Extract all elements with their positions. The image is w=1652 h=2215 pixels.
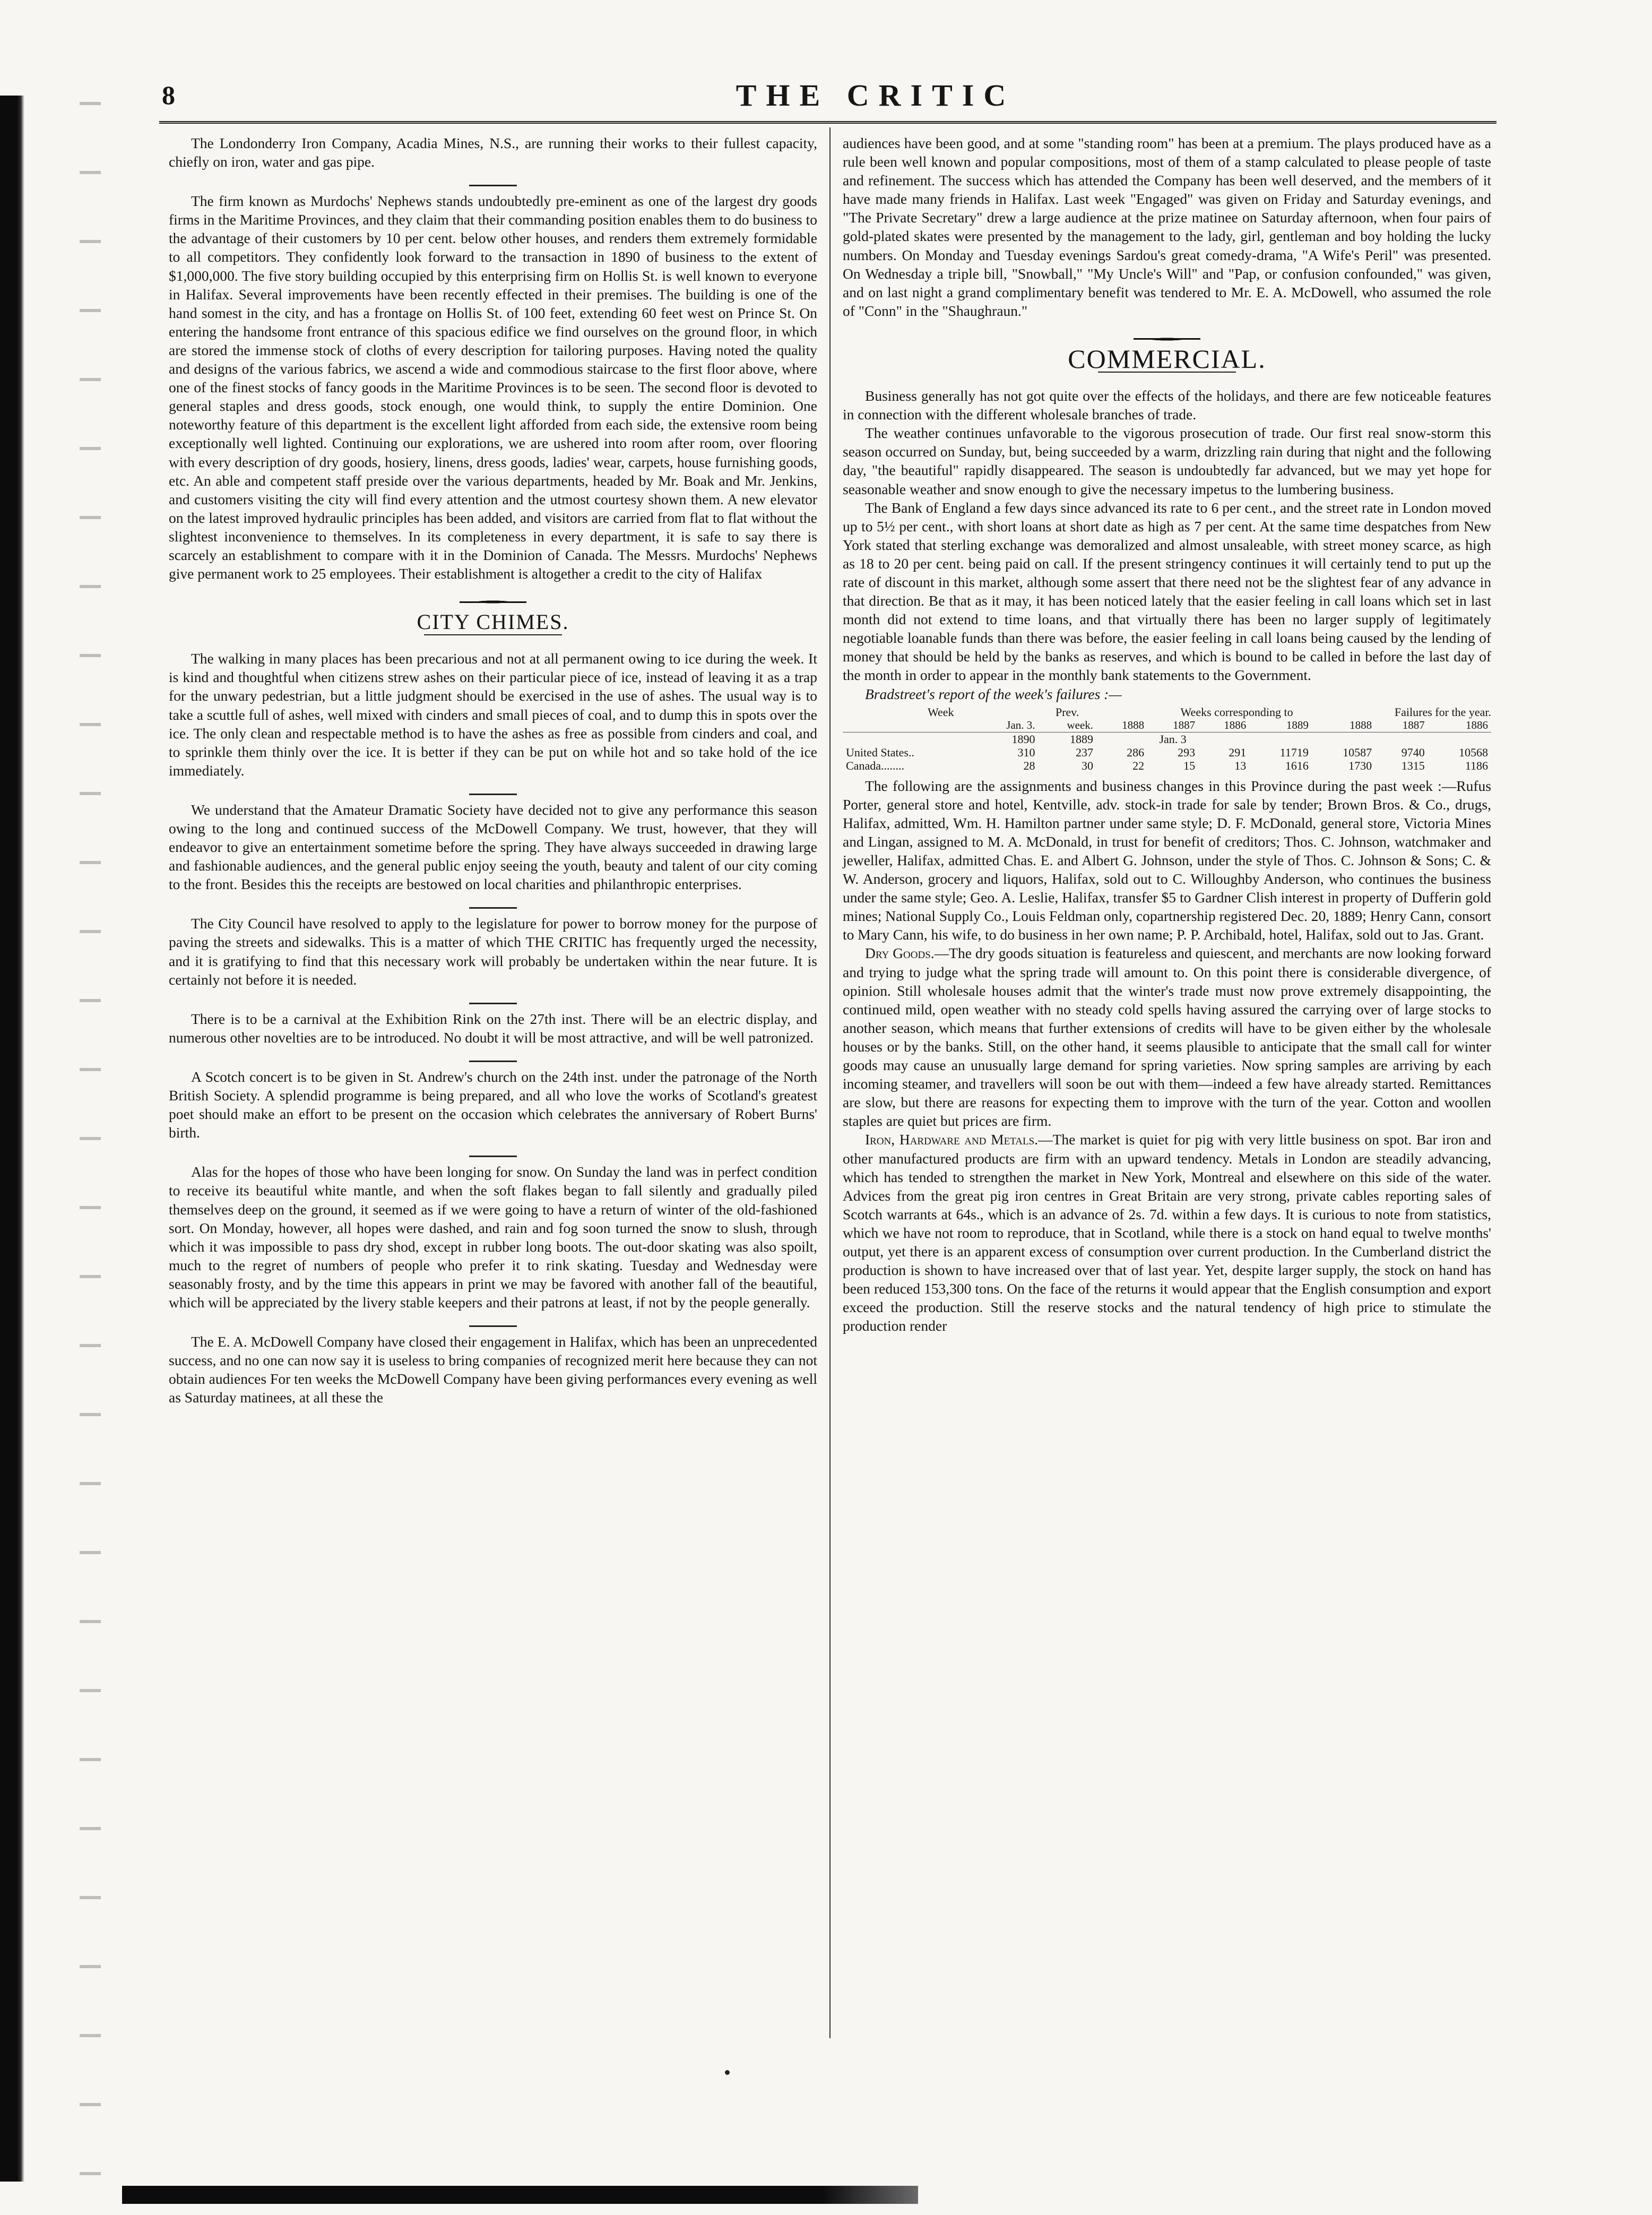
masthead-rule	[159, 121, 1497, 124]
separator-rule	[469, 1003, 517, 1004]
table-cell: 1315	[1401, 759, 1425, 772]
table-cell: 10568	[1459, 745, 1488, 759]
stray-dot	[725, 2070, 730, 2075]
commercial-iron-hardware	[843, 1130, 1491, 1335]
article-walking-ice: The walking in many places has been precarious and not at all permanent owing to ice during the week. It is kind and thoughtful when citizens strew ashes on their particular piece of ice, instead of leaving it as a trap for the unwary pedestrian, but a little judgment should be exercised in the use of ashes. The usual way is to take a scuttle full of ashes, well mixed with cinders and small pieces of coal, and to dump this in spots over the ice. The only clean and respectable method is to have the ashes as free as possible from cinders and coal, and to sprinkle them thinly over the ice. It is better if they can be put on while hot and so take hold of the ice immediately.	[169, 650, 817, 779]
bradstreet-intro	[843, 685, 1491, 703]
header-col: 1886	[1428, 719, 1491, 732]
column-divider	[829, 127, 831, 2038]
table-cell: 237	[1076, 745, 1094, 759]
table-cell: 22	[1132, 759, 1145, 772]
separator-rule	[469, 1061, 517, 1062]
section-heading-commercial: COMMERCIAL.	[1068, 343, 1266, 374]
failures-grid	[843, 719, 1491, 772]
table-cell: 30	[1082, 759, 1094, 772]
section-heading-city-chimes: CITY CHIMES.	[417, 610, 569, 634]
header-col: 1887	[1375, 719, 1428, 732]
article-londonderry: The Londonderry Iron Company, Acadia Mines, N.S., are running their works to their fullest capacity, chiefly on iron, water and gas pipe.	[169, 135, 817, 170]
scan-bottom-bar	[122, 2186, 918, 2204]
article-mcdowell-company: The E. A. McDowell Company have closed their engagement in Halifax, which has been an unprecedented success, and no one can now say it is useless to bring companies of recognized merit here because they can not obtain audiences For ten weeks the McDowell Company have been giving performances every evening as well as Saturday matinees, at all these the	[169, 1333, 817, 1406]
page-number: 8	[162, 80, 175, 110]
commercial-business: Business generally has not got quite over the effects of the holidays, and there are few noticeable features in connection with the different wholesale branches of trade.	[843, 387, 1491, 423]
group-week: Week	[928, 705, 954, 719]
bradstreet-text: Bradstreet's report of the week's failures :—	[865, 685, 1122, 702]
table-cell: 291	[1229, 745, 1247, 759]
separator-rule	[469, 1325, 517, 1327]
commercial-weather: The weather continues unfavorable to the vigorous prosecution of trade. Our first real snow-storm this season occurred on Sunday, but, being succeeded by a warm, drizzling rain during that night and the following day, "the beautiful" rapidly disappeared. The season is undoubtedly far advanced, but we may yet hope for seasonable weather and snow enough to give the necessary impetus to the lumbering business.	[843, 425, 1491, 497]
year-cell: 1889	[1070, 732, 1094, 746]
header-col: week.	[1039, 719, 1097, 732]
header-col: 1886	[1198, 719, 1249, 732]
failures-table	[843, 705, 1491, 772]
table-cell: 9740	[1401, 745, 1425, 759]
iron-text: —The market is quiet for pig with very little business on spot. Bar iron and other manufactured products are firm with an upward tendency. Metals in London are steadily advancing, which has tended to strengthen the market in New York, Montreal and elsewhere on this side of the water. Advices from the great pig iron centres in Great Britain are very strong, private cables reporting sales of Scotch warrants at 64s., which is an advance of 2s. 7d. within a few days. It is curious to note from statistics, which we have not room to reproduce, that in Scotland, while there is a stock on hand equal to twelve months' output, yet there is an apparent excess of consumption over current production. In the Cumberland district the production is shown to have increased over that of last year. Yet, despite larger supply, the stock on hand has been reduced 153,300 tons. On the face of the returns it would appear that the English consumption and export exceed the production. Still the reserve stocks and the natural tendency of high price to stimulate the production render	[843, 1131, 1491, 1334]
failures-years-row	[843, 732, 1491, 746]
right-column	[843, 134, 1491, 1335]
article-city-council: The City Council have resolved to apply to the legislature for power to borrow money for the purpose of paving the streets and sidewalks. This is a matter of which THE CRITIC has frequently urged the necessity, and it is gratifying to find that this necessary work will probably be undertaken within the near future. It is certainly not before it is needed.	[169, 915, 817, 988]
separator-rule	[469, 185, 517, 186]
table-cell: 286	[1127, 745, 1145, 759]
section-ornament	[453, 599, 533, 605]
cell-blank	[843, 732, 976, 746]
masthead-title: THE CRITIC	[736, 78, 1016, 113]
article-scotch-concert: A Scotch concert is to be given in St. Andrew's church on the 24th inst. under the patronage of the North British Society. A splendid programme is being prepared, and all who love the works of Scotland's greatest poet should make an effort to be present on the occasion which celebrates the anniversary of Robert Burns' birth.	[169, 1068, 817, 1141]
header-col: Jan. 3.	[976, 719, 1039, 732]
left-column	[169, 134, 817, 1407]
group-corresponding: Weeks corresponding to	[1180, 705, 1293, 719]
row-label: Canada........	[846, 759, 904, 772]
table-cell: 293	[1178, 745, 1196, 759]
table-cell: 1186	[1465, 759, 1488, 772]
header-blank	[843, 719, 976, 732]
table-cell: 1730	[1348, 759, 1372, 772]
article-carnival: There is to be a carnival at the Exhibition Rink on the 27th inst. There will be an electric display, and numerous other novelties are to be introduced. No doubt it will be most attractive, and will be well patronized.	[169, 1010, 817, 1046]
separator-rule	[469, 794, 517, 795]
scan-dark-edge	[0, 96, 24, 2182]
group-prev: Prev.	[1055, 705, 1079, 719]
article-snow: Alas for the hopes of those who have been longing for snow. On Sunday the land was in perfect condition to receive its beautiful white mantle, and when the soft flakes began to fall silently and gradually piled themselves deep on the ground, it seemed as if we were going to have a return of winter of the old-fashioned sort. On Monday, however, all hopes were dashed, and rain and fog soon turned the snow to slush, through which it was impossible to pass dry shod, except in rubber long boots. The out-door skating was also spoilt, much to the regret of numbers of people who prefer it to rink skating. Tuesday and Wednesday were seasonably frosty, and by the time this appears in print we may be favored with another fall of the beautiful, which will be appreciated by the livery stable keepers and their patrons at least, if not by the people generally.	[169, 1163, 817, 1311]
scan-specks	[80, 74, 101, 2192]
heading-rule	[424, 634, 562, 635]
commercial-bank-rates: The Bank of England a few days since advanced its rate to 6 per cent., and the street rate in London moved up to 5½ per cent., with short loans at short date as high as 7 per cent. At the same time despatches from New York stated that sterling exchange was demoralized and almost unsaleable, with street money scarce, as high as 18 to 20 per cent. being paid on call. If the present stringency continues it will certainly tend to put up the rate of discount in this market, although some assert that there need not be the slightest fear of any advance in that direction. Be that as it may, it has been noticed lately that the easier feeling in call loans which set in last month did not extend to time loans, and that virtually there has been no larger supply of legitimately negotiable loanable funds than there was before, the easier feeling in call loans being caused by the lending of money that should be held by the banks as reserves, and which is bound to be called in before the last day of the month in order to appear in the monthly bank statements to the Government.	[843, 499, 1491, 684]
dry-goods-lead: Dry Goods.	[865, 945, 935, 962]
article-murdochs-nephews: The firm known as Murdochs' Nephews stands undoubtedly pre-eminent as one of the largest dry goods firms in the Maritime Provinces, and they claim that their commanding position enables them to do business to the advantage of their customers by 10 per cent. below other houses, and renders them extremely formidable to all competitors. They confidently look forward to the transaction in 1890 of business to the extent of $1,000,000. The five story building occupied by this enterprising firm on Hollis St. is well known to everyone in Halifax. Several improvements have been recently effected in their premises. The building is one of the hand somest in the city, and has a frontage on Hollis St. of 100 feet, extending 60 feet west on Prince St. On entering the handsome front entrance of this spacious edifice we find ourselves on the ground floor, in which are stored the immense stock of cloths of every description for tailoring purposes. Having noted the quality and designs of the various fabrics, we ascend a wide and commodious staircase to the first floor above, where one of the finest stocks of fancy goods in the Maritime Provinces is to be seen. The second floor is devoted to general staples and dress goods, stock enough, one would think, to supply the entire Dominion. One noteworthy feature of this department is the excellent light afforded from each side, the extensive room being exceptionally well lighted. Continuing our explorations, we are ushered into room after room, over flooring with every description of dry goods, hosiery, linens, dress goods, ladies' wear, carpets, house furnishing goods, etc. An able and competent staff preside over the various departments, headed by Mr. Boak and Mr. Jenkins, and customers visiting the city will find every attention and the utmost courtesy shown them. A new elevator on the latest improved hydraulic principles has been added, and visitors are carried from flat to flat without the slightest inconvenience to themselves. In its completeness in every department, it is safe to say there is scarcely an establishment to compare with it in the Dominion of Canada. The Messrs. Murdochs' Nephews give permanent work to 25 employees. Their establishment is altogether a credit to the city of Halifax	[169, 193, 817, 582]
separator-rule	[469, 1156, 517, 1157]
header-col: 1887	[1147, 719, 1198, 732]
table-cell: 28	[1023, 759, 1035, 772]
year-cell: 1890	[1011, 732, 1035, 746]
section-ornament	[1127, 336, 1207, 342]
table-cell: 1616	[1285, 759, 1309, 772]
article-mcdowell-continued: audiences have been good, and at some "standing room" has been at a premium. The plays produced have as a rule been well known and popular compositions, most of them of a stamp calculated to please people of taste and refinement. The success which has attended the Company has been well deserved, and the members of it have made many friends in Halifax. Last week "Engaged" was given on Friday and Saturday evenings, and "The Private Secretary" drew a large audience at the prize matinee on Saturday afternoon, when four pairs of gold-plated skates were presented by the management to the lady, girl, gentleman and boy holding the lucky numbers. On Monday and Tuesday evenings Sardou's great comedy-drama, "A Wife's Peril" was presented. On Wednesday a triple bill, "Snowball," "My Uncle's Will" and "Pap, or confusion confounded," was given, and on last night a grand complimentary benefit was tendered to Mr. E. A. McDowell, who assumed the role of "Conn" in the "Shaughraun."	[843, 135, 1491, 319]
row-label: United States..	[846, 745, 914, 759]
table-cell: 10587	[1343, 745, 1372, 759]
sub-corresponding: Jan. 3	[1159, 732, 1187, 746]
article-amateur-dramatic: We understand that the Amateur Dramatic Society have decided not to give any performance this season owing to the long and continued success of the McDowell Company. We trust, however, that they will endeavor to give an entertainment sometime before the spring. They have always succeeded in drawing large and fashionable audiences, and the general public enjoy seeing the youth, beauty and talent of our city coming to the front. Besides this the receipts are bestowed on local charities and philanthropic enterprises.	[169, 801, 817, 893]
header-col: 1888	[1312, 719, 1375, 732]
separator-rule	[469, 907, 517, 909]
table-cell: 11719	[1279, 745, 1309, 759]
iron-lead: Iron, Hardware and Metals.	[865, 1131, 1039, 1148]
header-col: 1888	[1096, 719, 1147, 732]
header-col: 1889	[1249, 719, 1312, 732]
failures-group-headers	[843, 705, 1491, 719]
table-row	[843, 759, 1491, 772]
table-cell: 13	[1234, 759, 1247, 772]
group-failures: Failures for the year.	[1394, 705, 1491, 719]
failures-subheader	[843, 719, 1491, 732]
cell-blank	[1249, 732, 1491, 746]
commercial-assignments: The following are the assignments and business changes in this Province during the past week :—Rufus Porter, general store and hotel, Kentville, adv. stock-in trade for sale by tender; Brown Bros. & Co., drugs, Halifax, admitted, Wm. H. Hamilton partner under same style; D. F. McDonald, general store, Victoria Mines and Lingan, assigned to M. A. McDonald, in trust for benefit of creditors; Thos. C. Johnson, watchmaker and jeweller, Halifax, admitted Chas. E. and Albert G. Johnson, under the style of Thos. C. Johnson & Sons; C. & W. Anderson, grocery and liquors, Halifax, sold out to C. Willoughby Anderson, who continues the business under the same style; Geo. A. Leslie, Halifax, transfer $5 to Gardner Clish interest in property of Dufferin gold mines; National Supply Co., Louis Feldman only, copartnership registered Dec. 20, 1889; Henry Cann, consort to Mary Cann, his wife, to do business in her own name; P. P. Archibald, hotel, Halifax, sold out to Jas. Grant.	[843, 777, 1491, 943]
table-row	[843, 746, 1491, 759]
dry-goods-text: —The dry goods situation is featureless and quiescent, and merchants are now looking forward and trying to judge what the spring trade will amount to. On this point there is considerable divergence, of opinion. Still wholesale houses admit that the winter's trade must now prove extremely disappointing, the continued mild, open weather with no steady cold spells having assured the carrying over of large stocks to another season, which means that further extensions of credits will have to be given either by the wholesale houses or by the banks. Still, on the other hand, it seems plausible to anticipate that the small call for winter goods may cause an unusually large demand for spring varieties. Now spring samples are arriving by each incoming steamer, and travellers will soon be out with them—indeed a few have already started. Remittances are slow, but there are reasons for expecting them to improve with the turn of the year. Cotton and woollen staples are quiet but prices are firm.	[843, 945, 1491, 1130]
commercial-dry-goods	[843, 944, 1491, 1130]
table-cell: 15	[1183, 759, 1196, 772]
table-cell: 310	[1017, 745, 1035, 759]
